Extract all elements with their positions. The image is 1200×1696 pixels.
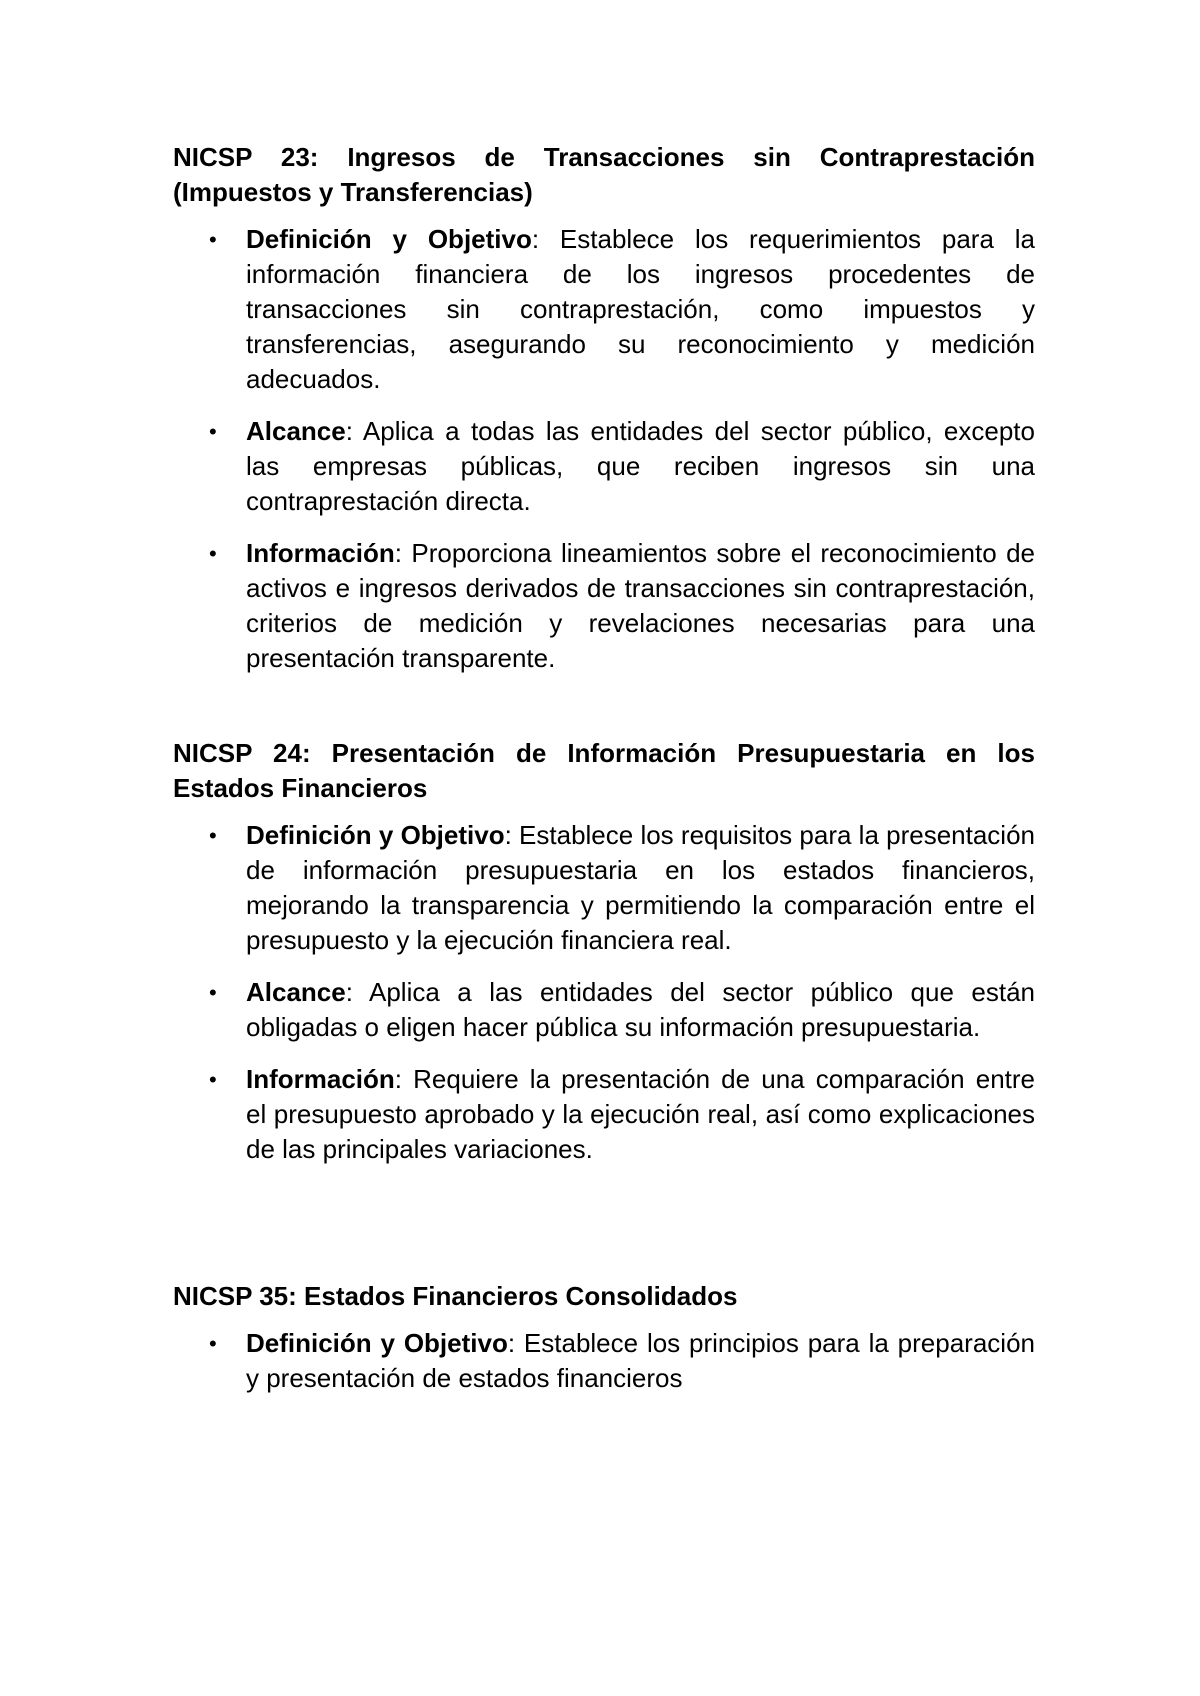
item-text: : Aplica a todas las entidades del sector público, excepto las empresas públicas, que reciben ingresos sin una contraprestación directa. <box>246 416 1035 516</box>
section-nicsp-24 <box>173 736 1035 1167</box>
list-item <box>173 1062 1035 1167</box>
item-term: Información <box>246 538 395 568</box>
list-item <box>173 536 1035 676</box>
section-heading: NICSP 23: Ingresos de Transacciones sin Contraprestación (Impuestos y Transferencias) <box>173 142 1035 207</box>
bullet-icon: • <box>209 227 217 252</box>
section-nicsp-35 <box>173 1279 1035 1396</box>
item-term: Alcance <box>246 977 346 1007</box>
bullet-list <box>173 1326 1035 1396</box>
item-term: Definición y Objetivo <box>246 820 505 850</box>
item-text: : Establece los principios para la preparación y presentación de estados financieros <box>246 1328 1035 1393</box>
item-term: Definición y Objetivo <box>246 224 532 254</box>
bullet-icon: • <box>209 823 217 848</box>
list-item <box>173 975 1035 1045</box>
item-term: Alcance <box>246 416 346 446</box>
item-text: : Requiere la presentación de una comparación entre el presupuesto aprobado y la ejecución real, así como explicaciones de las principales variaciones. <box>246 1064 1035 1164</box>
list-item <box>173 818 1035 958</box>
section-nicsp-23 <box>173 140 1035 676</box>
list-item <box>173 222 1035 397</box>
bullet-icon: • <box>209 541 217 566</box>
bullet-icon: • <box>209 1331 217 1356</box>
item-term: Información <box>246 1064 395 1094</box>
bullet-icon: • <box>209 419 217 444</box>
section-heading: NICSP 35: Estados Financieros Consolidados <box>173 1281 738 1311</box>
item-text: : Proporciona lineamientos sobre el reconocimiento de activos e ingresos derivados de transacciones sin contraprestación, criterios de medición y revelaciones necesarias para una presentación transparente. <box>246 538 1035 673</box>
item-text: : Establece los requisitos para la presentación de información presupuestaria en los estados financieros, mejorando la transparencia y permitiendo la comparación entre el presupuesto y la ejecución financiera real. <box>246 820 1036 955</box>
bullet-icon: • <box>209 1067 217 1092</box>
document-page <box>173 140 1035 1413</box>
bullet-icon: • <box>209 980 217 1005</box>
list-item <box>173 1326 1035 1396</box>
item-term: Definición y Objetivo <box>246 1328 508 1358</box>
item-text: : Aplica a las entidades del sector público que están obligadas o eligen hacer pública su información presupuestaria. <box>246 977 1035 1042</box>
list-item <box>173 414 1035 519</box>
item-text: : Establece los requerimientos para la información financiera de los ingresos procedentes de transacciones sin contraprestación, como impuestos y transferencias, asegurando su reconocimiento y medición adecuados. <box>246 224 1036 394</box>
bullet-list <box>173 818 1035 1167</box>
section-heading: NICSP 24: Presentación de Información Presupuestaria en los Estados Financieros <box>173 738 1035 803</box>
bullet-list <box>173 222 1035 676</box>
